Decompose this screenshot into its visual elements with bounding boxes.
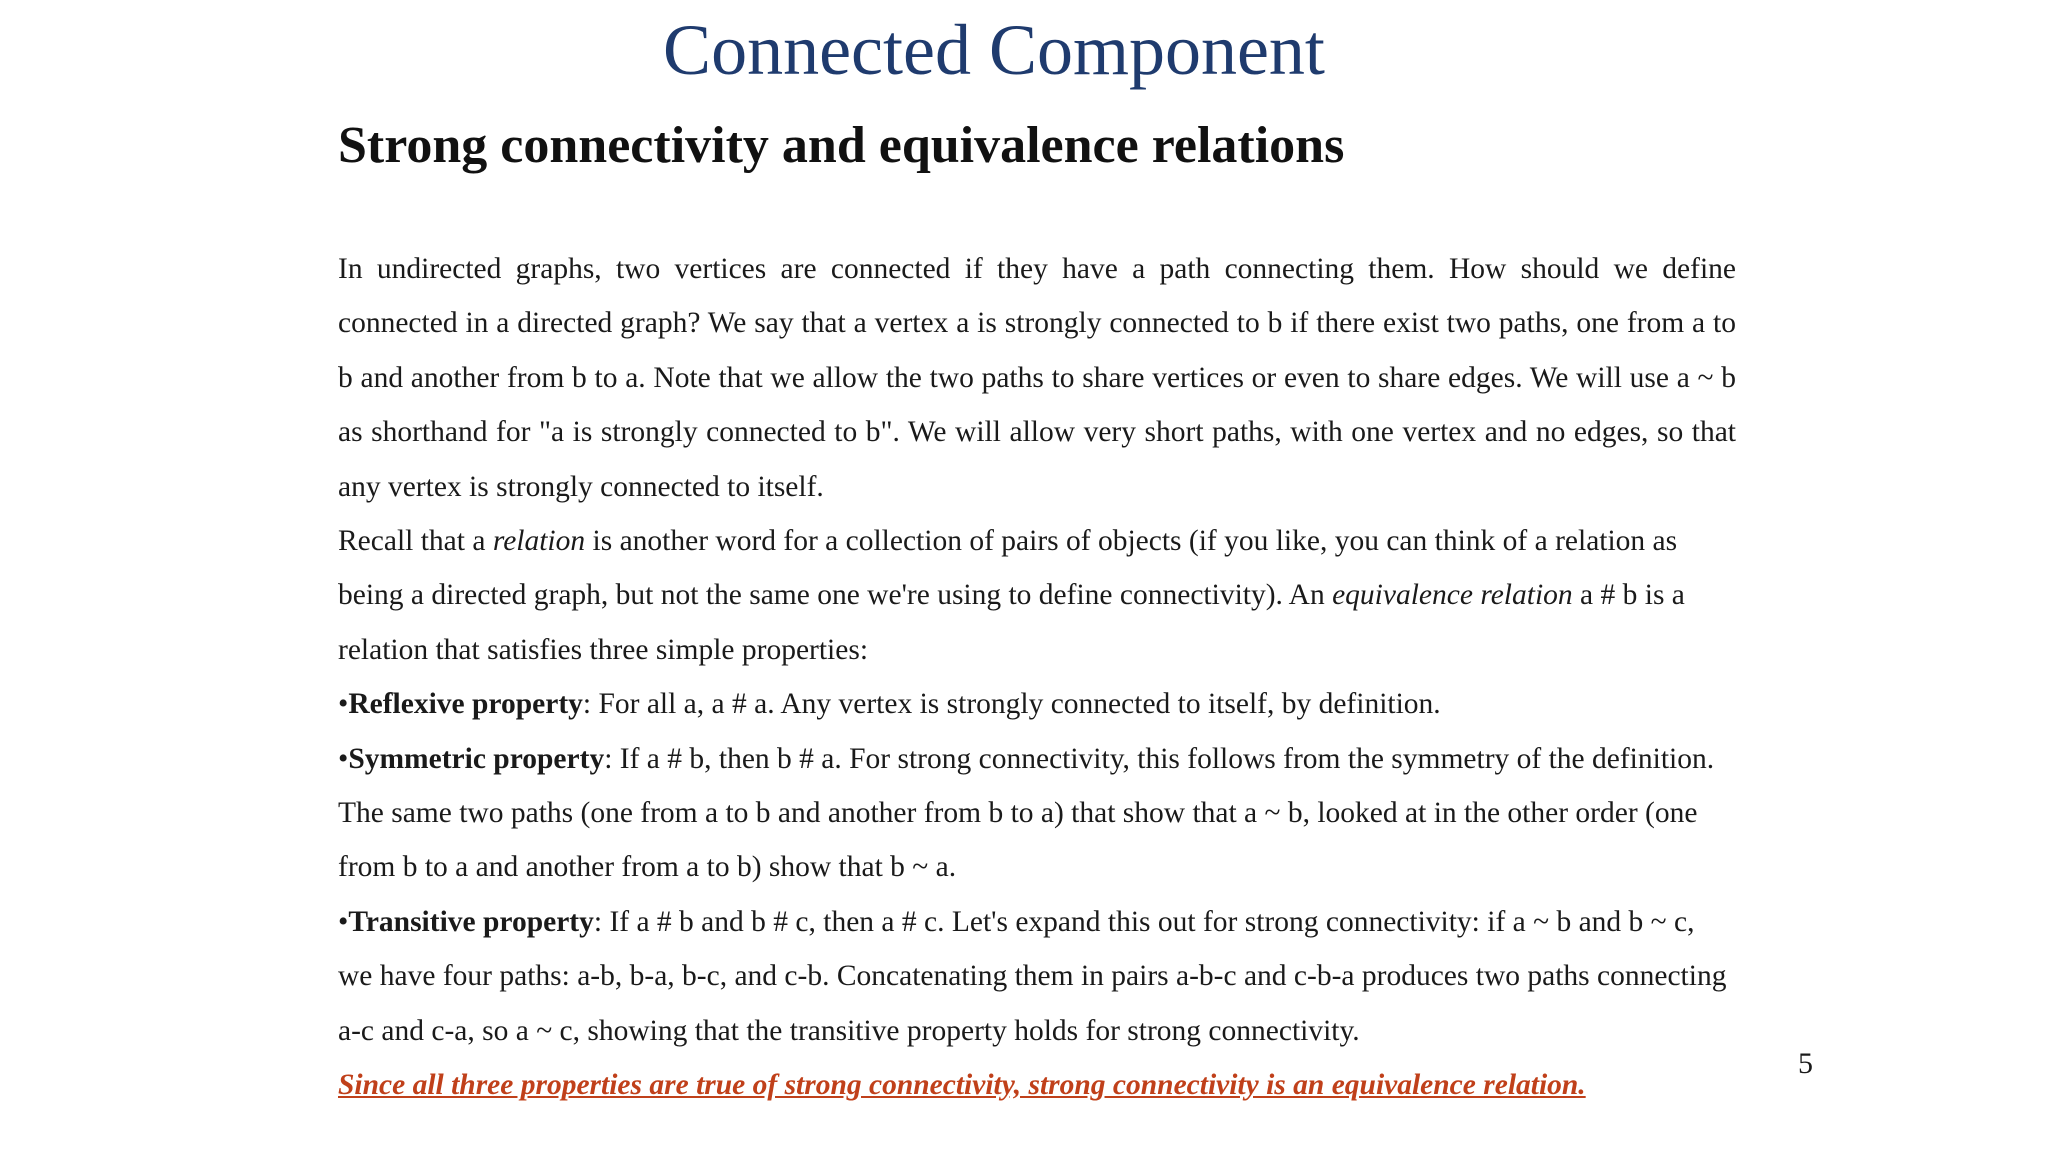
equivalence-relation-term: equivalence relation bbox=[1332, 579, 1573, 612]
bullet-icon: • bbox=[338, 688, 349, 721]
bullet-icon: • bbox=[338, 905, 349, 938]
property-name-symmetric: Symmetric property bbox=[348, 742, 605, 775]
property-name-transitive: Transitive property bbox=[348, 905, 594, 938]
property-item-reflexive bbox=[338, 677, 1736, 731]
property-name-reflexive: Reflexive property bbox=[348, 688, 583, 721]
relation-paragraph-part1: Recall that a bbox=[338, 525, 493, 558]
property-text-reflexive: : For all a, a # a. Any vertex is strongly connected to itself, by definition. bbox=[582, 688, 1441, 721]
relation-paragraph bbox=[338, 514, 1736, 677]
property-text-transitive: : If a # b and b # c, then a # c. Let's expand this out for strong connectivity: if a ~ b and b ~ c, we have four paths: a-b, b-a, b-c, and c-b. Concatenating them in pairs a-b-c and c-b-a produces two paths connecting a-c and c-a, so a ~ c, showing that the transitive property holds for strong connectivity. bbox=[338, 905, 1727, 1047]
relation-paragraph-part2: is another word for a collection of pairs of objects (if you like, you can think of a relation as being a directed graph, but not the same one we're using to define connectivity). An bbox=[338, 525, 1678, 612]
slide-body bbox=[338, 242, 1736, 1113]
conclusion-text: Since all three properties are true of strong connectivity, strong connectivity is an equivalence relation. bbox=[338, 1069, 1586, 1102]
bullet-icon: • bbox=[338, 742, 349, 775]
slide-title: Connected Component bbox=[663, 10, 1325, 90]
relation-term: relation bbox=[492, 525, 586, 558]
property-item-symmetric bbox=[338, 732, 1736, 895]
intro-paragraph: In undirected graphs, two vertices are connected if they have a path connecting them. How should we define connected in a directed graph? We say that a vertex a is strongly connected to b if there exist two paths, one from a to b and another from b to a. Note that we allow the two paths to share vertices or even to share edges. We will use a ~ b as shorthand for "a is strongly connected to b". We will allow very short paths, with one vertex and no edges, so that any vertex is strongly connected to itself. bbox=[338, 253, 1736, 503]
property-item-transitive bbox=[338, 895, 1736, 1058]
relation-paragraph-part3: a # b is a relation that satisfies three simple properties: bbox=[338, 579, 1685, 666]
page-number: 5 bbox=[1798, 1047, 1813, 1080]
slide-subtitle: Strong connectivity and equivalence relations bbox=[338, 117, 1345, 174]
property-text-symmetric: : If a # b, then b # a. For strong connectivity, this follows from the symmetry of the definition. The same two paths (one from a to b and another from b to a) that show that a ~ b, looked at in the other order (one from b to a and another from a to b) show that b ~ a. bbox=[338, 742, 1715, 884]
